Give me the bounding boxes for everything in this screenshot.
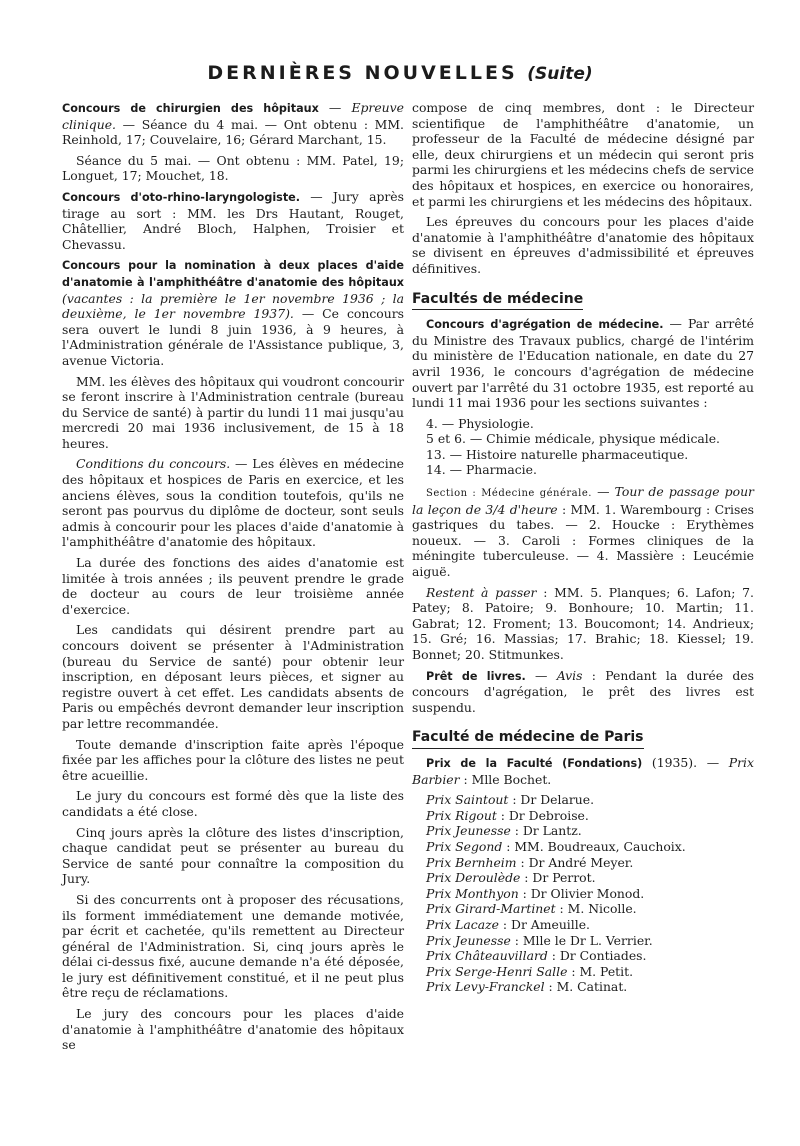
list-item: 5 et 6. — Chimie médicale, physique médicale. bbox=[426, 431, 720, 447]
list-item: Prix Deroulède : Dr Perrot. bbox=[426, 870, 596, 886]
chirurgien-seance-paragraph: Séance du 5 mai. — Ont obtenu : MM. Patel, 19; Longuet, 17; Mouchet, 18. bbox=[62, 152, 404, 184]
compose-paragraph: compose de cinq membres, dont : le Directeur scientifique de l'amphithéâtre d'anatomie, un professeur de la Faculté de médecine désigné par elle, deux chirurgiens et un médecin qui seront pris parmi les chirurgiens et les médecins chefs de service des hôpitaux et hospices, en exercice ou honoraires, et parmi les chirurgiens et les médecins des hôpitaux. bbox=[412, 100, 754, 209]
prix-faculte-paragraph: Prix de la Faculté (Fondations) (1935). — Prix Barbier : Mlle Bochet. bbox=[412, 754, 754, 787]
left-column bbox=[62, 100, 404, 1058]
list-item: Prix Lacaze : Dr Ameuille. bbox=[426, 916, 590, 932]
restent-paragraph: Restent à passer : MM. 5. Planques; 6. Lafon; 7. Patey; 8. Patoire; 9. Bonhoure; 10. Martin; 11. Gabrat; 12. Froment; 13. Boucomont; 14. Andrieux; 15. Gré; 16. Massias; 17. Brahic; 18. Kiessel; 19. Bonnet; 20. Stitmunkes. bbox=[412, 584, 754, 662]
list-item: Prix Segond : MM. Boudreaux, Cauchoix. bbox=[426, 838, 686, 854]
list-item: 14. — Pharmacie. bbox=[426, 462, 537, 478]
oto-paragraph: Concours d'oto-rhino-laryngologiste. — Jury après tirage au sort : MM. les Drs Hautant, Rouget, Châtellier, André Bloch, Halphen, Troisier et Chevassu. bbox=[62, 188, 404, 252]
aide-anatomie-paragraph: Concours pour la nomination à deux places d'aide d'anatomie à l'amphithéâtre d'anatomie des hôpitaux (vacantes : la première le 1er novembre 1936 ; la deuxième, le 1er novembre 1937). — Ce concours sera ouvert le lundi 8 juin 1936, à 9 heures, à l'Administration générale de l'Assistance publique, 3, avenue Victoria. bbox=[62, 259, 404, 368]
prix-list bbox=[412, 792, 754, 995]
conditions-paragraph: Conditions du concours. — Les élèves en médecine des hôpitaux et hospices de Paris en exercice, et les anciens élèves, sous la condition toutefois, qu'ils ne seront pas pourvus du diplôme de docteur, sont seuls admis à concourir pour les places d'aide d'anatomie à l'amphithéâtre d'anatomie des hôpitaux. bbox=[62, 456, 405, 550]
list-item: 4. — Physiologie. bbox=[426, 415, 534, 431]
title-suite: (Suite) bbox=[527, 64, 593, 84]
le-jury-paragraph: Le jury des concours pour les places d'aide d'anatomie à l'amphithéâtre d'anatomie des hôpitaux se bbox=[62, 1006, 404, 1053]
pret-livres-paragraph: Prêt de livres. — Avis : Pendant la durée des concours d'agrégation, le prêt des livres est suspendu. bbox=[412, 667, 754, 715]
list-item: Prix Levy-Franckel : M. Catinat. bbox=[426, 979, 628, 995]
section-medecine-paragraph: Section : Médecine générale. — Tour de passage pour la leçon de 3/4 d'heure : MM. 1. Warembourg : Crises gastriques du tabes. — 2. Houcke : Erythèmes noueux. — 3. Caroli : Formes cliniques de la méningite tuberculeuse. — 4. Massière : Leucémie aiguë. bbox=[412, 484, 755, 580]
chirurgien-paragraph: Concours de chirurgien des hôpitaux — Epreuve clinique. — Séance du 4 mai. — Ont obtenu : MM. Reinhold, 17; Couvelaire, 16; Gérard Marchant, 15. bbox=[62, 100, 404, 148]
list-item: Prix Serge-Henri Salle : M. Petit. bbox=[426, 963, 634, 979]
list-item: Prix Monthyon : Dr Olivier Monod. bbox=[426, 885, 645, 901]
list-item: Prix Saintout : Dr Delarue. bbox=[426, 792, 595, 808]
facultes-heading: Facultés de médecine bbox=[412, 292, 583, 311]
sections-list bbox=[412, 416, 754, 478]
candidats-paragraph: Les candidats qui désirent prendre part au concours doivent se présenter à l'Administration (bureau du Service de santé) pour obtenir leur inscription, en déposant leurs pièces, et signer au registre ouvert à cet effet. Les candidats absents de Paris ou empêchés devront demander leur inscription par lettre recommandée. bbox=[62, 622, 404, 731]
list-item: 13. — Histoire naturelle pharmaceutique. bbox=[426, 446, 689, 462]
toute-demande-paragraph: Toute demande d'inscription faite après l'époque fixée par les affiches pour la clôture des listes ne peut être acueillie. bbox=[62, 736, 404, 783]
eleves-paragraph: MM. les élèves des hôpitaux qui voudront concourir se feront inscrire à l'Administration centrale (bureau du Service de santé) à partir du lundi 11 mai jusqu'au mercredi 20 mai 1936 inclusivement, de 15 à 18 heures. bbox=[62, 373, 404, 451]
list-item: Prix Rigout : Dr Debroise. bbox=[426, 807, 589, 823]
epreuves-paragraph: Les épreuves du concours pour les places d'aide d'anatomie à l'amphithéâtre d'anatomie des hôpitaux se divisent en épreuves d'admissibilité et épreuves définitives. bbox=[412, 214, 754, 276]
list-item: Prix Jeunesse : Mlle le Dr L. Verrier. bbox=[426, 932, 653, 948]
faculte-paris-heading: Faculté de médecine de Paris bbox=[412, 730, 644, 749]
title-text: DERNIÈRES NOUVELLES bbox=[207, 62, 518, 84]
list-item: Prix Châteauvillard : Dr Contiades. bbox=[426, 948, 647, 964]
list-item: Prix Girard-Martinet : M. Nicolle. bbox=[426, 901, 637, 917]
agregation-paragraph: Concours d'agrégation de médecine. — Par arrêté du Ministre des Travaux publics, chargé de l'intérim du ministère de l'Education nationale, en date du 27 avril 1936, le concours d'agrégation de médecine ouvert par l'arrêté du 31 octobre 1935, est reporté au lundi 11 mai 1936 pour les sections suivantes : bbox=[412, 316, 754, 411]
page-title bbox=[0, 62, 800, 84]
list-item: Prix Bernheim : Dr André Meyer. bbox=[426, 854, 634, 870]
duree-paragraph: La durée des fonctions des aides d'anatomie est limitée à trois années ; ils peuvent prendre le grade de docteur au cours de leur troisième année d'exercice. bbox=[62, 555, 404, 617]
right-column bbox=[412, 100, 754, 995]
recusations-paragraph: Si des concurrents ont à proposer des récusations, ils forment immédiatement une demande motivée, par écrit et cachetée, qu'ils remettent au Directeur général de l'Administration. Si, cinq jours après le délai ci-dessus fixé, aucune demande n'a été déposée, le jury est définitivement constitué, et il ne peut plus être reçu de réclamations. bbox=[62, 891, 404, 1001]
jury-paragraph: Le jury du concours est formé dès que la liste des candidats a été close. bbox=[62, 788, 404, 819]
list-item: Prix Jeunesse : Dr Lantz. bbox=[426, 823, 582, 839]
cinq-jours-paragraph: Cinq jours après la clôture des listes d'inscription, chaque candidat peut se présenter au bureau du Service de santé pour connaître la composition du Jury. bbox=[62, 824, 404, 887]
